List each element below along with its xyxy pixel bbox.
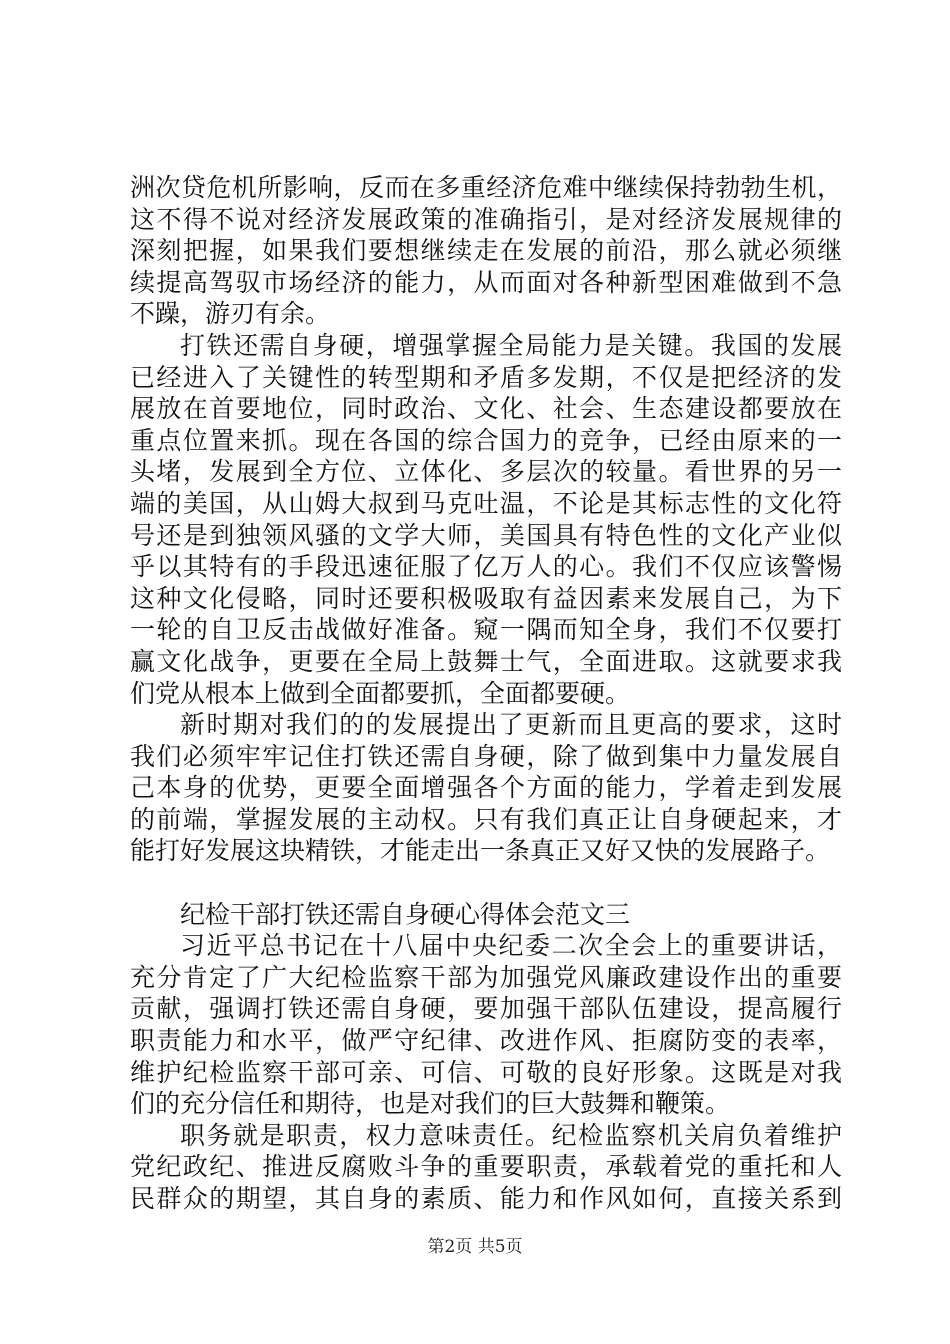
text-line: 维护纪检监察干部可亲、可信、可敬的良好形象。这既是对我 [130, 1057, 842, 1087]
text-line: 洲次贷危机所影响，反而在多重经济危难中继续保持勃勃生机， [130, 173, 842, 202]
text-line: 这不得不说对经济发展政策的准确指引，是对经济发展规律的 [130, 204, 842, 234]
text-line: 头堵，发展到全方位、立体化、多层次的较量。看世界的另一 [130, 457, 842, 487]
text-line: 己本身的优势，更要全面增强各个方面的能力，学着走到发展 [130, 773, 842, 803]
page-footer: 第2页 共5页 [427, 1237, 523, 1257]
text-line: 习近平总书记在十八届中央纪委二次全会上的重要讲话， [180, 931, 842, 961]
section-heading: 纪检干部打铁还需自身硬心得体会范文三 [180, 899, 631, 929]
paragraph [130, 330, 842, 709]
text-line: 们党从根本上做到全面都要抓，全面都要硬。 [130, 678, 631, 708]
text-line: 端的美国，从山姆大叔到马克吐温，不论是其标志性的文化符 [130, 488, 842, 518]
text-line: 这种文化侵略，同时还要积极吸取有益因素来发展自己，为下 [130, 583, 842, 613]
document-body [130, 172, 842, 1215]
text-line: 已经进入了关键性的转型期和矛盾多发期，不仅是把经济的发 [130, 362, 842, 392]
paragraph [130, 930, 842, 1120]
text-line: 党纪政纪、推进反腐败斗争的重要职责，承载着党的重托和人 [130, 1152, 842, 1182]
text-line: 赢文化战争，更要在全局上鼓舞士气，全面进取。这就要求我 [130, 646, 842, 676]
text-line: 不躁，游刃有余。 [130, 299, 331, 329]
text-line: 一轮的自卫反击战做好准备。窥一隅而知全身，我们不仅要打 [130, 615, 842, 645]
text-line: 打铁还需自身硬，增强掌握全局能力是关键。我国的发展 [180, 330, 842, 360]
paragraph [130, 709, 842, 867]
paragraph [130, 172, 842, 330]
text-line: 深刻把握，如果我们要想继续走在发展的前沿，那么就必须继 [130, 236, 842, 266]
text-line: 们的充分信任和期待，也是对我们的巨大鼓舞和鞭策。 [130, 1089, 731, 1119]
text-line: 职务就是职责，权力意味责任。纪检监察机关肩负着维护 [180, 1120, 842, 1150]
text-line: 我们必须牢牢记住打铁还需自身硬，除了做到集中力量发展自 [130, 741, 842, 771]
text-line: 职责能力和水平，做严守纪律、改进作风、拒腐防变的表率， [130, 1026, 842, 1056]
text-line: 充分肯定了广大纪检监察干部为加强党风廉政建设作出的重要 [130, 962, 842, 992]
text-line: 续提高驾驭市场经济的能力，从而面对各种新型困难做到不急 [130, 267, 842, 297]
paragraph [130, 1120, 842, 1215]
text-line: 的前端，掌握发展的主动权。只有我们真正让自身硬起来，才 [130, 804, 842, 834]
text-line: 乎以其特有的手段迅速征服了亿万人的心。我们不仅应该警惕 [130, 552, 842, 582]
text-line: 贡献，强调打铁还需自身硬，要加强干部队伍建设，提高履行 [130, 994, 842, 1024]
text-line: 民群众的期望，其自身的素质、能力和作风如何，直接关系到 [130, 1184, 842, 1213]
text-line: 重点位置来抓。现在各国的综合国力的竞争，已经由原来的一 [130, 425, 842, 455]
text-line: 新时期对我们的的发展提出了更新而且更高的要求，这时 [180, 710, 842, 740]
text-line: 能打好发展这块精铁，才能走出一条真正又好又快的发展路子。 [130, 836, 831, 866]
text-line: 展放在首要地位，同时政治、文化、社会、生态建设都要放在 [130, 394, 842, 424]
text-line: 号还是到独领风骚的文学大师，美国具有特色性的文化产业似 [130, 520, 842, 550]
section-gap [130, 867, 842, 899]
